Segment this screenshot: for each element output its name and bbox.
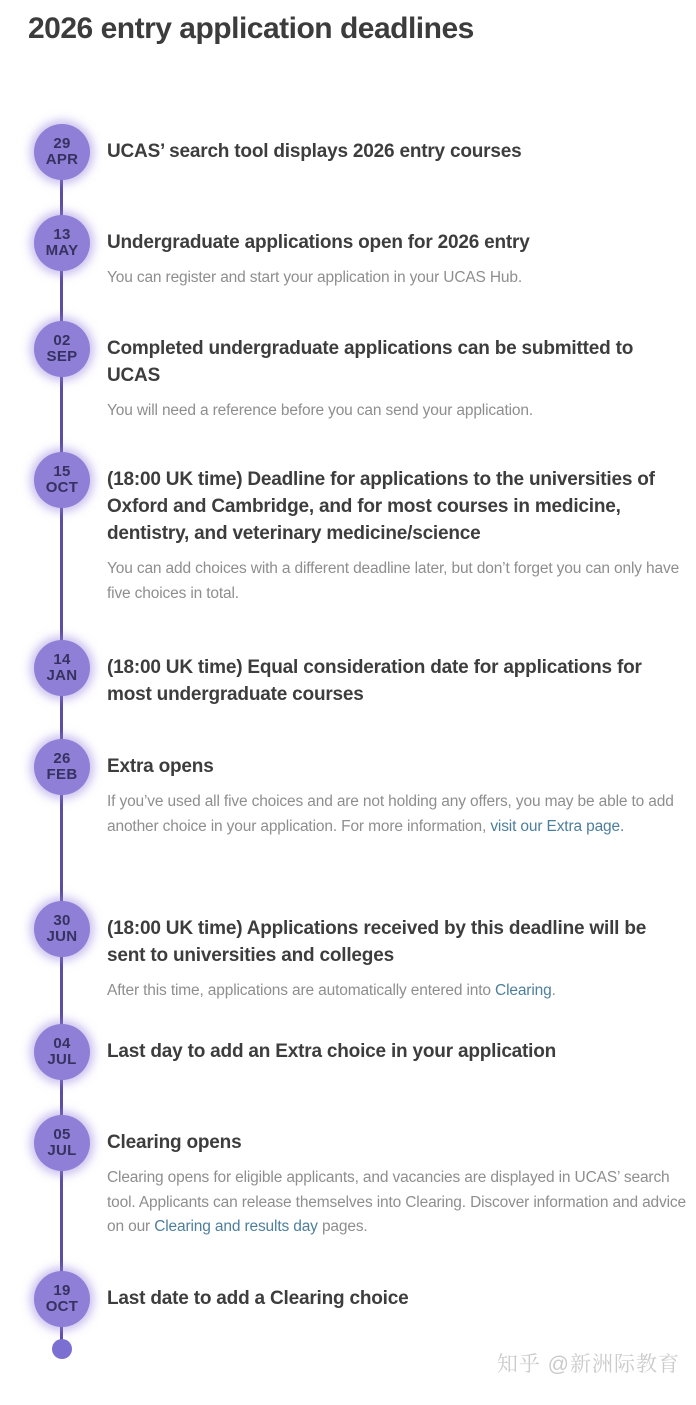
timeline-date-badge <box>34 901 90 957</box>
item-heading: Last date to add a Clearing choice <box>107 1288 409 1309</box>
timeline-end-dot <box>52 1339 72 1359</box>
page-title: 2026 entry application deadlines <box>28 12 474 45</box>
timeline-date-badge <box>34 640 90 696</box>
item-heading: (18:00 UK time) Applications received by this deadline will be sent to universities and colleges <box>107 918 647 966</box>
clearing-results-day-link[interactable]: Clearing and results day <box>154 1218 318 1235</box>
timeline-item <box>0 321 696 424</box>
date-month: APR <box>45 151 79 168</box>
timeline-item <box>0 452 696 606</box>
date-day: 02 <box>53 332 71 349</box>
item-body <box>107 979 687 1004</box>
date-month: OCT <box>45 479 79 496</box>
date-day: 30 <box>53 912 71 929</box>
item-heading: Last day to add an Extra choice in your application <box>107 1041 557 1062</box>
date-day: 15 <box>53 463 71 480</box>
date-day: 05 <box>53 1126 71 1143</box>
date-day: 04 <box>53 1035 71 1052</box>
item-body <box>107 1166 687 1240</box>
timeline-date-badge <box>34 124 90 180</box>
date-day: 19 <box>53 1282 71 1299</box>
item-body: You can register and start your application in your UCAS Hub. <box>107 269 523 286</box>
timeline-date-badge <box>34 1271 90 1327</box>
timeline-item <box>0 1271 696 1315</box>
date-day: 26 <box>53 750 71 767</box>
item-body-text: After this time, applications are automatically entered into <box>107 982 496 999</box>
date-day: 13 <box>53 226 71 243</box>
item-body: You will need a reference before you can send your application. <box>107 402 533 419</box>
item-body-text: If you’ve used all five choices and are not holding any offers, you may be able to add another choice in your application. For more information, <box>107 793 674 835</box>
timeline-item <box>0 124 696 168</box>
date-month: JUL <box>47 1051 77 1068</box>
item-body-text: pages. <box>317 1218 368 1235</box>
timeline-item <box>0 640 696 708</box>
item-body-text: Clearing opens for eligible applicants, and vacancies are displayed in UCAS’ search tool. Applicants can release themselves into Clearing. Discover information and advice on our <box>107 1169 686 1235</box>
date-day: 14 <box>53 651 71 668</box>
date-month: OCT <box>45 1298 79 1315</box>
date-month: JAN <box>46 667 78 684</box>
timeline-date-badge <box>34 1115 90 1171</box>
item-body <box>107 790 687 839</box>
timeline-item <box>0 901 696 1004</box>
date-day: 29 <box>53 135 71 152</box>
item-heading: Undergraduate applications open for 2026 entry <box>107 232 530 253</box>
timeline-item <box>0 215 696 291</box>
item-heading: Completed undergraduate applications can be submitted to UCAS <box>107 338 634 386</box>
item-heading: Extra opens <box>107 756 214 777</box>
item-body-text: . <box>551 982 556 999</box>
item-body: You can add choices with a different deadline later, but don’t forget you can only have five choices in total. <box>107 560 680 602</box>
date-month: MAY <box>45 242 79 259</box>
timeline-date-badge <box>34 1024 90 1080</box>
date-month: JUL <box>47 1142 77 1159</box>
item-heading: (18:00 UK time) Deadline for applications to the universities of Oxford and Cambridge, and for most courses in medicine, dentistry, and veterinary medicine/science <box>107 469 655 544</box>
date-month: JUN <box>46 928 78 945</box>
timeline-date-badge <box>34 452 90 508</box>
date-month: FEB <box>46 766 78 783</box>
timeline-date-badge <box>34 739 90 795</box>
timeline-date-badge <box>34 321 90 377</box>
item-heading: UCAS’ search tool displays 2026 entry courses <box>107 141 522 162</box>
timeline-item <box>0 739 696 839</box>
item-heading: Clearing opens <box>107 1132 242 1153</box>
timeline-item <box>0 1115 696 1240</box>
timeline-date-badge <box>34 215 90 271</box>
clearing-link[interactable]: Clearing <box>495 982 552 999</box>
date-month: SEP <box>46 348 78 365</box>
extra-page-link[interactable]: visit our Extra page. <box>490 817 625 835</box>
watermark: 知乎 @新洲际教育 <box>496 1353 680 1376</box>
item-heading: (18:00 UK time) Equal consideration date for applications for most undergraduate courses <box>107 657 642 705</box>
timeline-item <box>0 1024 696 1068</box>
